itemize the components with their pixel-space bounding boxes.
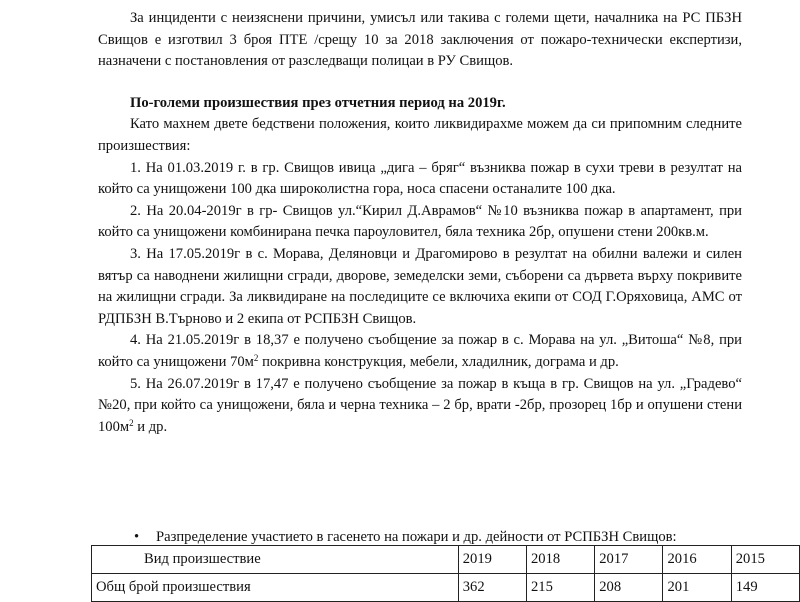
bullet-text: Разпределение участието в гасенето на пожари и др. дейности от РСПБЗН Свищов:	[156, 529, 677, 545]
table-cell-label: Общ брой произшествия	[92, 574, 459, 602]
section-heading: По-големи произшествия през отчетния период на 2019г.	[130, 94, 506, 111]
table-cell: 149	[731, 574, 799, 602]
incident-item-3: 3. На 17.05.2019г в с. Морава, Деляновци и Драгомирово в резултат на обилни валежи и силен вятър са наводнени жилищни сгради, дворове, земеделски земи, съборени са дървета върху покривите на жилищни сгради. За ликвидиране на последиците се включиха екипи от СОД Г.Оряховица, АМС от РДПБЗН В.Търново и 2 екипа от РСПБЗН Свищов.	[98, 245, 742, 327]
bullet-item	[134, 527, 754, 547]
incident-item-1: 1. На 01.03.2019 г. в гр. Свищов ивица „дига – бряг“ възниква пожар в сухи треви в резултат на който са унищожени 100 дка широколистна гора, носа спасени останалите 100 дка.	[98, 159, 742, 198]
table-cell: 208	[595, 574, 663, 602]
header-cell-type: Вид произшествие	[92, 546, 459, 574]
incident-item-4	[98, 330, 742, 373]
header-cell-2018: 2018	[526, 546, 594, 574]
incident-item-5-text-end: и др.	[133, 418, 168, 435]
table-cell: 362	[458, 574, 526, 602]
bullet-marker: •	[134, 529, 140, 545]
incident-item-2: 2. На 20.04-2019г в гр- Свищов ул.“Кирил Д.Аврамов“ №10 възниква пожар в апартамент, при който са унищожени комбинирана печка пароуловител, бяла техника 2бр, опушени стени 200кв.м.	[98, 202, 742, 241]
header-cell-2017: 2017	[595, 546, 663, 574]
incident-item-5-text: 5. На 26.07.2019г в 17,47 е получено съобщение за пожар в къща в гр. Свищов на ул. „Градево“ №20, при който са унищожени, бяла и черна техника – 2 бр, врати -2бр, прозорец 1бр и опушени стени 100м	[98, 375, 742, 435]
incident-item-4-text: 4. На 21.05.2019г в 18,37 е получено съобщение за пожар в с. Морава на ул. „Витоша“ №8, при който са унищожени 70м	[98, 332, 742, 370]
superscript-2: 2	[129, 417, 134, 428]
table-cell: 201	[663, 574, 731, 602]
document-body	[98, 8, 742, 438]
header-cell-2016: 2016	[663, 546, 731, 574]
paragraph-intro: Като махнем двете бедствени положения, които ликвидирахме можем да си припомним следните произшествия:	[98, 116, 742, 154]
header-cell-2019: 2019	[458, 546, 526, 574]
table-row	[92, 574, 800, 602]
table-header-row	[92, 546, 800, 574]
superscript-2: 2	[253, 352, 259, 363]
incident-item-4-text-end: покривна конструкция, мебели, хладилник, дограма и др.	[258, 353, 619, 370]
table-cell: 215	[526, 574, 594, 602]
incidents-table	[91, 545, 800, 602]
incident-item-5	[98, 374, 742, 439]
paragraph-expertise: За инциденти с неизяснени причини, умисъл или такива с големи щети, началника на РС ПБЗН Свищов е изготвил 3 броя ПТЕ /срещу 10 за 2018 заключения от пожаро-технически експертизи, назначени с постановления от разследващи полицаи в РУ Свищов.	[98, 10, 742, 70]
header-cell-2015: 2015	[731, 546, 799, 574]
